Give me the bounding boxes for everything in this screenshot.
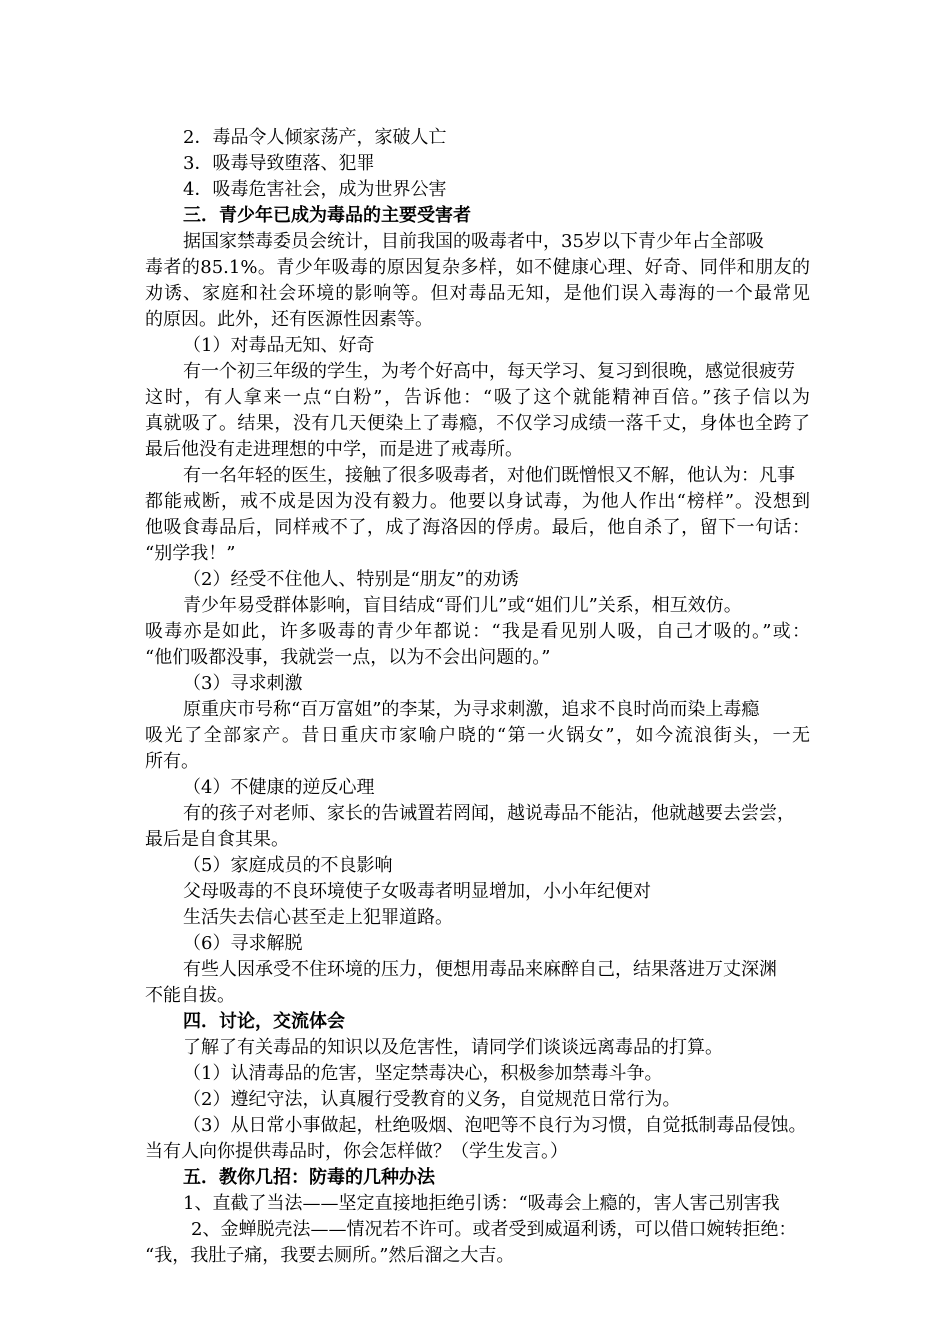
paragraph-4-line-3: 所有。 <box>145 751 199 772</box>
paragraph-4-line-2: 吸光了全部家产。昔日重庆市家喻户晓的“第一火锅女”，如今流浪街头，一无 <box>145 725 810 746</box>
section-5-heading: 五．教你几招：防毒的几种办法 <box>183 1167 435 1188</box>
list-item-4: 4．吸毒危害社会，成为世界公害 <box>183 179 447 200</box>
section-3-heading: 三．青少年已成为毒品的主要受害者 <box>183 205 471 226</box>
paragraph-6-line-2: 生活失去信心甚至走上犯罪道路。 <box>183 907 453 928</box>
paragraph-1-line-1: 有一个初三年级的学生，为考个好高中，每天学习、复习到很晚，感觉很疲劳 <box>183 361 795 382</box>
paragraph-2-line-3: 他吸食毒品后，同样戒不了，成了海洛因的俘虏。最后，他自杀了，留下一句话： <box>145 517 810 538</box>
paragraph-3-line-1: 青少年易受群体影响，盲目结成“哥们儿”或“姐们儿”关系，相互效仿。 <box>183 595 742 616</box>
paragraph-1-line-2: 这时，有人拿来一点“白粉”，告诉他：“吸了这个就能精神百倍。”孩子信以为 <box>145 387 810 408</box>
paragraph-5-line-1: 有的孩子对老师、家长的告诫置若罔闻，越说毒品不能沾，他就越要去尝尝， <box>183 803 795 824</box>
subheading-3: （3）寻求刺激 <box>183 673 303 694</box>
section-3-intro-line-4: 的原因。此外，还有医源性因素等。 <box>145 309 433 330</box>
section-4-question: 当有人向你提供毒品时，你会怎样做？（学生发言。） <box>145 1141 568 1162</box>
paragraph-7-line-2: 不能自拔。 <box>145 985 235 1006</box>
subheading-6: （6）寻求解脱 <box>183 933 303 954</box>
paragraph-1-line-4: 最后他没有走进理想的中学，而是进了戒毒所。 <box>145 439 523 460</box>
method-2: 2、金蝉脱壳法——情况若不许可。或者受到威逼利诱，可以借口婉转拒绝： <box>191 1219 797 1240</box>
subheading-2: （2）经受不住他人、特别是“朋友”的劝诱 <box>183 569 519 590</box>
section-3-intro-line-2: 毒者的85.1%。青少年吸毒的原因复杂多样，如不健康心理、好奇、同伴和朋友的 <box>145 257 810 278</box>
paragraph-3-line-2: 吸毒亦是如此，许多吸毒的青少年都说：“我是看见别人吸，自己才吸的。”或： <box>145 621 810 642</box>
list-item-3: 3．吸毒导致堕落、犯罪 <box>183 153 375 174</box>
section-4-item-3: （3）从日常小事做起，杜绝吸烟、泡吧等不良行为习惯，自觉抵制毒品侵蚀。 <box>183 1115 807 1136</box>
paragraph-2-line-2: 都能戒断，戒不成是因为没有毅力。他要以身试毒，为他人作出“榜样”。没想到 <box>145 491 810 512</box>
paragraph-1-line-3: 真就吸了。结果，没有几天便染上了毒瘾，不仅学习成绩一落千丈，身体也全跨了 <box>145 413 810 434</box>
paragraph-3-line-3: “他们吸都没事，我就尝一点，以为不会出问题的。” <box>145 647 551 668</box>
section-3-intro-line-3: 劝诱、家庭和社会环境的影响等。但对毒品无知，是他们误入毒海的一个最常见 <box>145 283 810 304</box>
subheading-4: （4）不健康的逆反心理 <box>183 777 375 798</box>
list-item-2: 2．毒品令人倾家荡产，家破人亡 <box>183 127 447 148</box>
section-4-heading: 四．讨论，交流体会 <box>183 1011 345 1032</box>
paragraph-6-line-1: 父母吸毒的不良环境使子女吸毒者明显增加，小小年纪便对 <box>183 881 651 902</box>
subheading-1: （1）对毒品无知、好奇 <box>183 335 375 356</box>
method-1: 1、直截了当法——坚定直接地拒绝引诱：“吸毒会上瘾的，害人害己别害我 <box>183 1193 780 1214</box>
section-4-item-1: （1）认清毒品的危害，坚定禁毒决心，积极参加禁毒斗争。 <box>183 1063 663 1084</box>
subheading-5: （5）家庭成员的不良影响 <box>183 855 393 876</box>
paragraph-2-line-4: “别学我！” <box>145 543 236 564</box>
method-2-continued: “我，我肚子痛，我要去厕所。”然后溜之大吉。 <box>145 1245 515 1266</box>
section-3-intro-line-1: 据国家禁毒委员会统计，目前我国的吸毒者中，35岁以下青少年占全部吸 <box>183 231 764 252</box>
paragraph-5-line-2: 最后是自食其果。 <box>145 829 289 850</box>
paragraph-2-line-1: 有一名年轻的医生，接触了很多吸毒者，对他们既憎恨又不解，他认为：凡事 <box>183 465 795 486</box>
paragraph-7-line-1: 有些人因承受不住环境的压力，便想用毒品来麻醉自己，结果落进万丈深渊 <box>183 959 777 980</box>
section-4-intro: 了解了有关毒品的知识以及危害性，请同学们谈谈远离毒品的打算。 <box>183 1037 723 1058</box>
section-4-item-2: （2）遵纪守法，认真履行受教育的义务，自觉规范日常行为。 <box>183 1089 681 1110</box>
paragraph-4-line-1: 原重庆市号称“百万富姐”的李某，为寻求刺激，追求不良时尚而染上毒瘾 <box>183 699 760 720</box>
